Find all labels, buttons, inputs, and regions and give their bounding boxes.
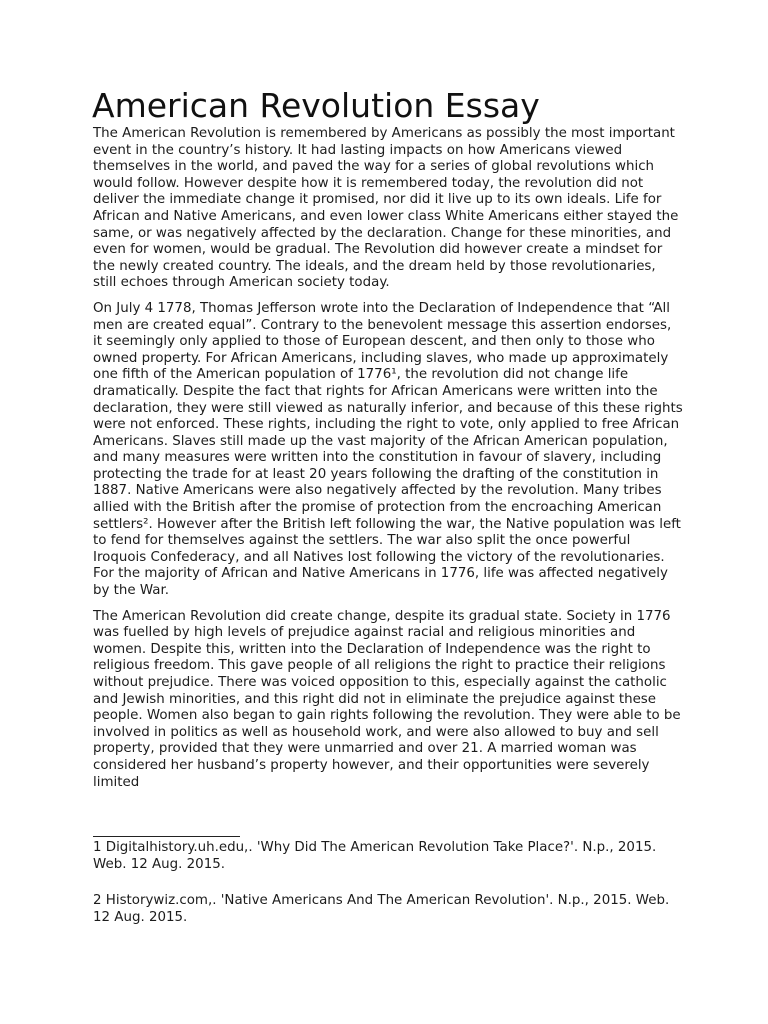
paragraph-declaration: On July 4 1778, Thomas Jefferson wrote into the Declaration of Independence that “All men are created equal”. Contrary to the benevolent message this assertion endorses, it seemingly only applied to those of European descent, and then only to those who owned property. For African Americans, including slaves, who made up approximately one fifth of the American population of 1776¹, the revolution did not change life dramatically. Despite the fact that rights for African Americans were written into the declaration, they were still viewed as naturally inferior, and because of this these rights were not enforced. These rights, including the right to vote, only applied to free African Americans. Slaves still made up the vast majority of the African American population, and many measures were written into the constitution in favour of slavery, including protecting the trade for at least 20 years following the drafting of the constitution in 1887. Native Americans were also negatively affected by the revolution. Many tribes allied with the British after the promise of protection from the encroaching American settlers². However after the British left following the war, the Native population was left to fend for themselves against the settlers. The war also split the once powerful Iroquois Confederacy, and all Natives lost following the victory of the revolutionaries. For the majority of African and Native Americans in 1776, life was affected negatively by the War. xyxy=(93,300,683,599)
footnote-1: 1 Digitalhistory.uh.edu,. 'Why Did The American Revolution Take Place?'. N.p., 2015. Web. 12 Aug. 2015. xyxy=(93,840,657,872)
page-title: American Revolution Essay xyxy=(92,86,540,125)
essay-body xyxy=(93,126,683,800)
paragraph-intro: The American Revolution is remembered by Americans as possibly the most important event in the country’s history. It had lasting impacts on how Americans viewed themselves in the world, and paved the way for a series of global revolutions which would follow. However despite how it is remembered today, the revolution did not deliver the immediate change it promised, nor did it live up to its own ideals. Life for African and Native Americans, and even lower class White Americans either stayed the same, or was negatively affected by the declaration. Change for these minorities, and even for women, would be gradual. The Revolution did however create a mindset for the newly created country. The ideals, and the dream held by those revolutionaries, still echoes through American society today. xyxy=(93,126,679,291)
footnote-2: 2 Historywiz.com,. 'Native Americans And The American Revolution'. N.p., 2015. Web. 12 Aug. 2015. xyxy=(93,893,670,925)
footnote-divider xyxy=(93,836,240,837)
paragraph-change: The American Revolution did create change, despite its gradual state. Society in 1776 was fuelled by high levels of prejudice against racial and religious minorities and women. Despite this, written into the Declaration of Independence was the right to religious freedom. This gave people of all religions the right to practice their religions without prejudice. There was voiced opposition to this, especially against the catholic and Jewish minorities, and this right did not in eliminate the prejudice against these people. Women also began to gain rights following the revolution. They were able to be involved in politics as well as household work, and were also allowed to buy and sell property, provided that they were unmarried and over 21. A married woman was considered her husband’s property however, and their opportunities were severely limited xyxy=(93,608,681,790)
